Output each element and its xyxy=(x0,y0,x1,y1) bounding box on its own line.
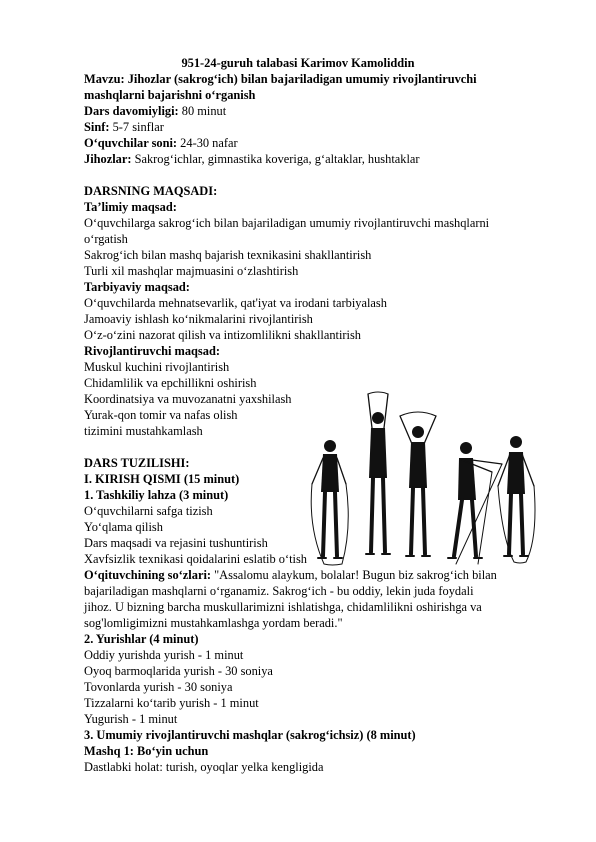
grade-label: Sinf: xyxy=(84,120,110,134)
teacher-speech-text: "Assalomu alaykum, bolalar! Bugun biz sakrog‘ich bilan xyxy=(211,568,497,582)
exercise-1-title: Mashq 1: Bo‘yin uchun xyxy=(84,744,209,758)
walking-title: 2. Yurishlar (4 minut) xyxy=(84,632,199,646)
figure-1 xyxy=(311,440,348,565)
duration-label: Dars davomiyligi: xyxy=(84,104,179,118)
topic-label: Mavzu: xyxy=(84,72,125,86)
students-line xyxy=(84,136,238,151)
exercise-1-line: Dastlabki holat: turish, oyoqlar yelka kengligida xyxy=(84,760,324,774)
grade-value: 5-7 sinflar xyxy=(109,120,164,134)
equipment-label: Jihozlar: xyxy=(84,152,132,166)
educational-goal-item: o‘rgatish xyxy=(84,232,128,246)
educational-goal-item: Turli xil mashqlar majmuasini o‘zlashtirish xyxy=(84,264,299,278)
figure-4 xyxy=(448,442,502,564)
walking-item: Oyoq barmoqlarida yurish - 30 soniya xyxy=(84,664,273,678)
topic-text: Jihozlar (sakrog‘ich) bilan bajariladigan umumiy rivojlantiruvchi xyxy=(124,72,477,86)
jump-rope-exercise-illustration xyxy=(306,388,544,572)
topic-line xyxy=(84,72,477,87)
students-label: O‘quvchilar soni: xyxy=(84,136,178,150)
teacher-speech-label: O‘qituvchining so‘zlari: xyxy=(84,568,212,582)
students-value: 24-30 nafar xyxy=(177,136,238,150)
org-moment-item: Dars maqsadi va rejasini tushuntirish xyxy=(84,536,268,550)
educational-goal-item: O‘quvchilarga sakrog‘ich bilan bajariladigan umumiy rivojlantiruvchi mashqlarni xyxy=(84,216,490,230)
duration-line xyxy=(84,104,226,119)
part1-title: I. KIRISH QISMI (15 minut) xyxy=(84,472,240,486)
org-moment-item: Xavfsizlik texnikasi qoidalarini eslatib o‘tish xyxy=(84,552,307,566)
developmental-goal-item: Yurak-qon tomir va nafas olish xyxy=(84,408,238,422)
upbringing-goal-title: Tarbiyaviy maqsad: xyxy=(84,280,190,294)
walking-item: Tizzalarni ko‘tarib yurish - 1 minut xyxy=(84,696,259,710)
equipment-line xyxy=(84,152,420,167)
author-header: 951-24-guruh talabasi Karimov Kamoliddin xyxy=(181,56,415,70)
teacher-speech-line: sog'lomligimizni mustahkamlashga yordam beradi." xyxy=(84,616,343,630)
developmental-goal-item: Chidamlilik va epchillikni oshirish xyxy=(84,376,257,390)
grade-line xyxy=(84,120,164,135)
equipment-value: Sakrog‘ichlar, gimnastika koveriga, g‘altaklar, hushtaklar xyxy=(131,152,420,166)
teacher-speech-line: bajariladigan mashqlarni o‘rganamiz. Sakrog‘ich - bu oddiy, lekin juda foydali xyxy=(84,584,474,598)
walking-item: Yugurish - 1 minut xyxy=(84,712,178,726)
educational-goal-title: Ta’limiy maqsad: xyxy=(84,200,177,214)
upbringing-goal-item: Jamoaviy ishlash ko‘nikmalarini rivojlantirish xyxy=(84,312,313,326)
duration-value: 80 minut xyxy=(178,104,227,118)
upbringing-goal-item: O‘z-o‘zini nazorat qilish va intizomlilikni shakllantirish xyxy=(84,328,362,342)
upbringing-goal-item: O‘quvchilarda mehnatsevarlik, qat'iyat va irodani tarbiyalash xyxy=(84,296,387,310)
teacher-speech-line: jihoz. U bizning barcha muskullarimizni ishlatishga, chidamlilikni oshirishga va xyxy=(84,600,482,614)
figure-2 xyxy=(366,392,390,554)
structure-title: DARS TUZILISHI: xyxy=(84,456,190,470)
developmental-goal-item: Koordinatsiya va muvozanatni yaxshilash xyxy=(84,392,292,406)
org-moment-item: Yo‘qlama qilish xyxy=(84,520,163,534)
figure-5 xyxy=(498,436,535,563)
walking-item: Tovonlarda yurish - 30 soniya xyxy=(84,680,233,694)
developmental-goal-title: Rivojlantiruvchi maqsad: xyxy=(84,344,220,358)
topic-line-2: mashqlarni bajarishni o‘rganish xyxy=(84,88,256,102)
developmental-goal-item: tizimini mustahkamlash xyxy=(84,424,203,438)
walking-item: Oddiy yurishda yurish - 1 minut xyxy=(84,648,244,662)
exercises-title: 3. Umumiy rivojlantiruvchi mashqlar (sakrog‘ichsiz) (8 minut) xyxy=(84,728,416,742)
org-moment-item: O‘quvchilarni safga tizish xyxy=(84,504,213,518)
educational-goal-item: Sakrog‘ich bilan mashq bajarish texnikasini shakllantirish xyxy=(84,248,372,262)
org-moment-title: 1. Tashkiliy lahza (3 minut) xyxy=(84,488,229,502)
developmental-goal-item: Muskul kuchini rivojlantirish xyxy=(84,360,230,374)
figure-3 xyxy=(400,412,436,556)
goals-title: DARSNING MAQSADI: xyxy=(84,184,218,198)
